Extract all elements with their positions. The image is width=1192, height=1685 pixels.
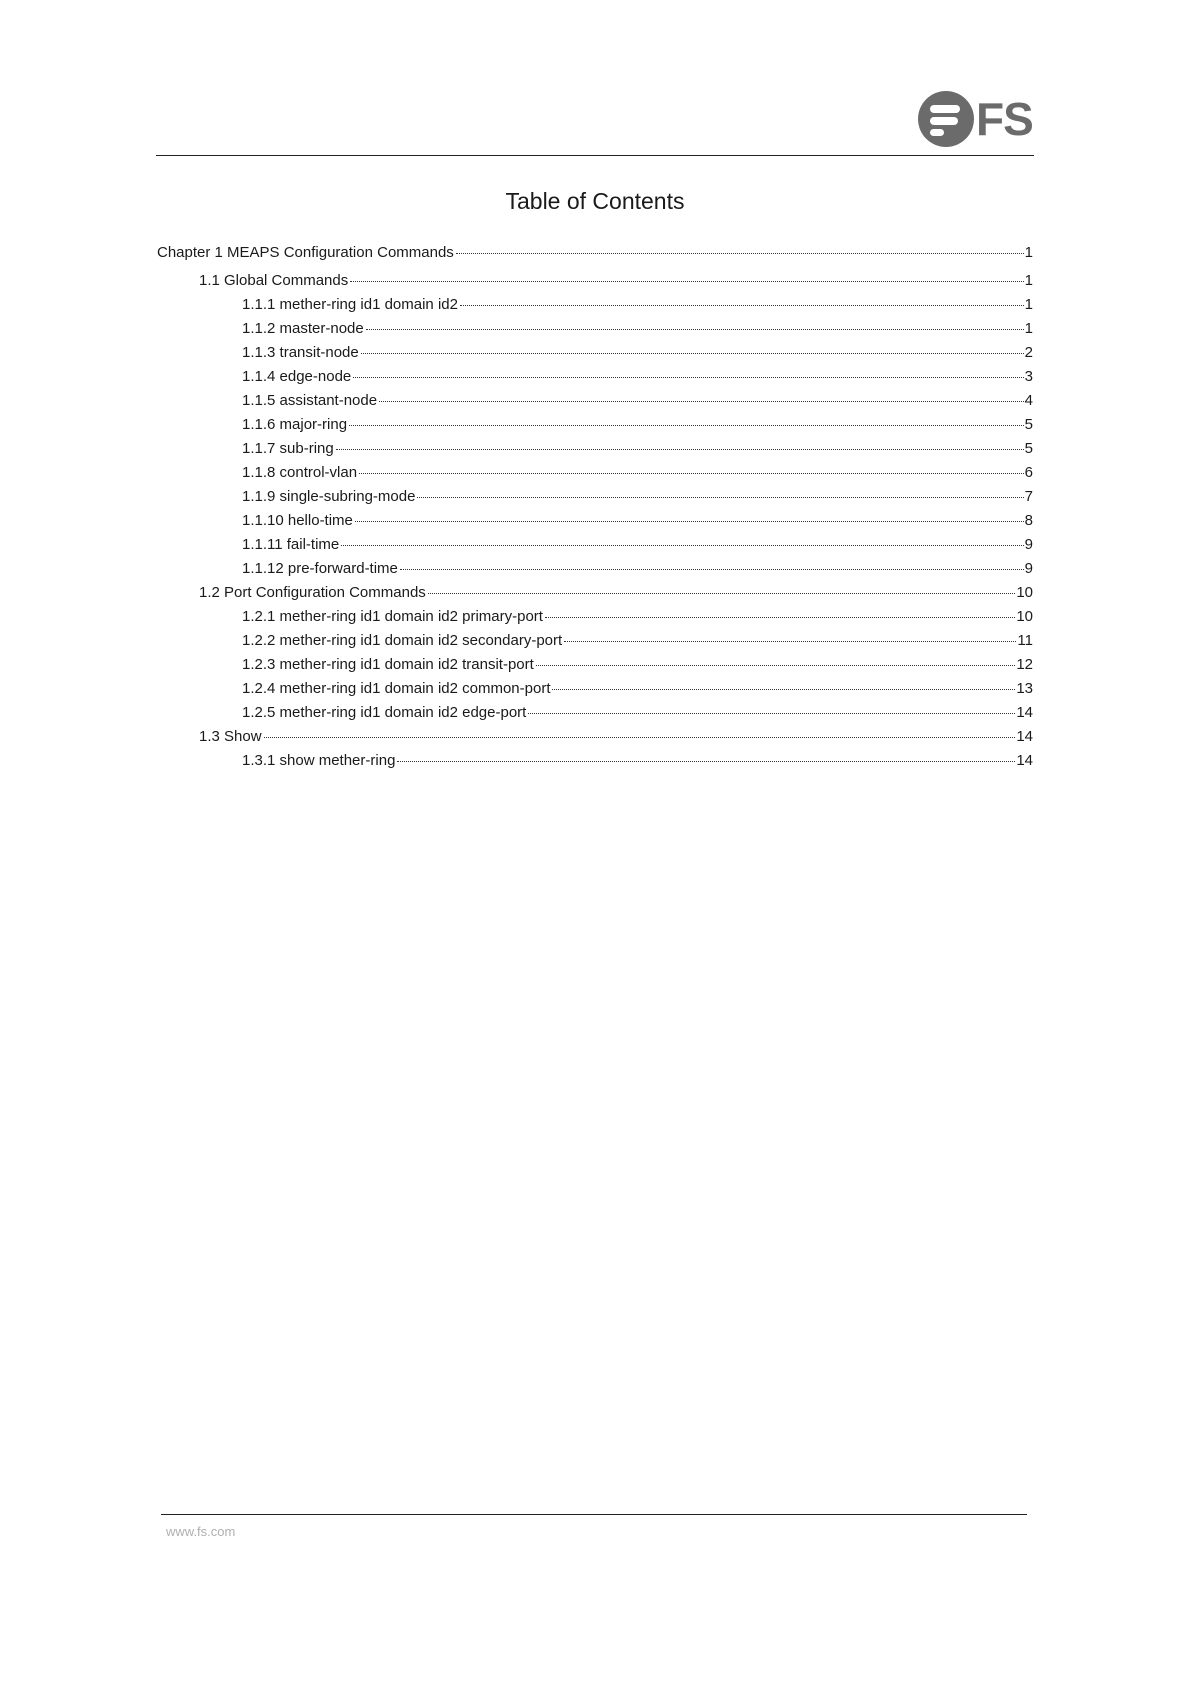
toc-entry-label: 1.1.6 major-ring — [242, 416, 348, 433]
fs-logo — [918, 90, 1036, 148]
toc-entry[interactable] — [157, 369, 1033, 393]
toc-entry-label: 1.1.1 mether-ring id1 domain id2 — [242, 296, 458, 313]
toc-entry-page: 5 — [1024, 440, 1033, 457]
toc-dot-leader — [456, 252, 1024, 254]
toc-entry[interactable] — [157, 297, 1033, 321]
toc-entry[interactable] — [157, 633, 1033, 657]
toc-dot-leader — [341, 544, 1023, 546]
toc-dot-leader — [379, 400, 1024, 402]
toc-entry[interactable] — [157, 537, 1033, 561]
toc-dot-leader — [359, 472, 1024, 474]
page-title: Table of Contents — [505, 188, 685, 214]
toc-dot-leader — [552, 688, 1015, 690]
toc-entry-label: 1.3.1 show mether-ring — [242, 752, 396, 769]
toc-entry[interactable] — [157, 245, 1033, 273]
toc-entry-page: 1 — [1024, 244, 1033, 261]
toc-dot-leader — [361, 352, 1024, 354]
toc-entry-page: 1 — [1024, 296, 1033, 313]
footer-rule — [161, 1514, 1027, 1515]
toc-dot-leader — [545, 616, 1015, 618]
table-of-contents — [157, 245, 1033, 777]
toc-dot-leader — [353, 376, 1023, 378]
toc-dot-leader — [355, 520, 1024, 522]
toc-entry-label: 1.2.4 mether-ring id1 domain id2 common-port — [242, 680, 551, 697]
toc-dot-leader — [349, 424, 1024, 426]
toc-entry-page: 4 — [1024, 392, 1033, 409]
toc-entry-label: 1.2.5 mether-ring id1 domain id2 edge-port — [242, 704, 527, 721]
toc-dot-leader — [264, 736, 1016, 738]
toc-entry-page: 8 — [1024, 512, 1033, 529]
toc-entry-label: 1.1 Global Commands — [199, 272, 349, 289]
toc-entry-label: 1.2.1 mether-ring id1 domain id2 primary-port — [242, 608, 543, 625]
toc-entry-label: 1.1.12 pre-forward-time — [242, 560, 398, 577]
header-rule — [156, 155, 1034, 156]
toc-entry-page: 11 — [1017, 632, 1033, 649]
toc-entry[interactable] — [157, 729, 1033, 753]
toc-entry-label: 1.2.2 mether-ring id1 domain id2 secondary-port — [242, 632, 563, 649]
toc-entry-page: 10 — [1016, 584, 1033, 601]
toc-entry-page: 10 — [1016, 608, 1033, 625]
toc-entry-page: 14 — [1016, 752, 1033, 769]
footer-url[interactable]: www.fs.com — [166, 1524, 236, 1539]
toc-dot-leader — [536, 664, 1016, 666]
toc-entry[interactable] — [157, 753, 1033, 777]
toc-entry-page: 2 — [1024, 344, 1033, 361]
toc-dot-leader — [336, 448, 1024, 450]
toc-entry[interactable] — [157, 513, 1033, 537]
toc-dot-leader — [397, 760, 1015, 762]
toc-dot-leader — [366, 328, 1024, 330]
toc-entry-label: 1.1.4 edge-node — [242, 368, 352, 385]
toc-entry-label: 1.3 Show — [199, 728, 262, 745]
toc-entry[interactable] — [157, 345, 1033, 369]
toc-entry-page: 1 — [1024, 272, 1033, 289]
toc-entry-label: 1.2 Port Configuration Commands — [199, 584, 426, 601]
toc-dot-leader — [400, 568, 1024, 570]
toc-entry-page: 5 — [1024, 416, 1033, 433]
toc-entry-page: 1 — [1024, 320, 1033, 337]
toc-entry[interactable] — [157, 393, 1033, 417]
toc-entry-page: 9 — [1024, 560, 1033, 577]
toc-entry[interactable] — [157, 681, 1033, 705]
toc-entry[interactable] — [157, 441, 1033, 465]
toc-entry-label: 1.1.11 fail-time — [242, 536, 340, 553]
toc-dot-leader — [417, 496, 1023, 498]
toc-entry-page: 14 — [1016, 728, 1033, 745]
toc-entry-label: 1.1.2 master-node — [242, 320, 364, 337]
toc-entry-label: 1.1.10 hello-time — [242, 512, 353, 529]
toc-entry-label: 1.2.3 mether-ring id1 domain id2 transit-port — [242, 656, 534, 673]
toc-dot-leader — [528, 712, 1015, 714]
toc-entry-page: 3 — [1024, 368, 1033, 385]
fs-logo-icon — [918, 91, 974, 147]
toc-entry[interactable] — [157, 585, 1033, 609]
toc-dot-leader — [460, 304, 1024, 306]
toc-entry[interactable] — [157, 273, 1033, 297]
toc-entry[interactable] — [157, 609, 1033, 633]
toc-dot-leader — [428, 592, 1016, 594]
toc-entry[interactable] — [157, 321, 1033, 345]
toc-entry-label: Chapter 1 MEAPS Configuration Commands — [157, 244, 454, 261]
toc-entry[interactable] — [157, 465, 1033, 489]
toc-entry[interactable] — [157, 417, 1033, 441]
toc-entry-page: 6 — [1024, 464, 1033, 481]
toc-entry[interactable] — [157, 657, 1033, 681]
toc-entry-page: 14 — [1016, 704, 1033, 721]
toc-entry-label: 1.1.3 transit-node — [242, 344, 359, 361]
toc-entry-page: 9 — [1024, 536, 1033, 553]
toc-dot-leader — [350, 280, 1023, 282]
toc-entry-label: 1.1.8 control-vlan — [242, 464, 358, 481]
toc-entry-page: 13 — [1016, 680, 1033, 697]
toc-dot-leader — [564, 640, 1016, 642]
toc-entry[interactable] — [157, 489, 1033, 513]
toc-entry-page: 7 — [1024, 488, 1033, 505]
toc-entry-page: 12 — [1016, 656, 1033, 673]
toc-entry-label: 1.1.5 assistant-node — [242, 392, 378, 409]
toc-entry-label: 1.1.7 sub-ring — [242, 440, 334, 457]
toc-entry-label: 1.1.9 single-subring-mode — [242, 488, 416, 505]
toc-entry[interactable] — [157, 561, 1033, 585]
logo-text: FS — [976, 93, 1033, 145]
toc-entry[interactable] — [157, 705, 1033, 729]
